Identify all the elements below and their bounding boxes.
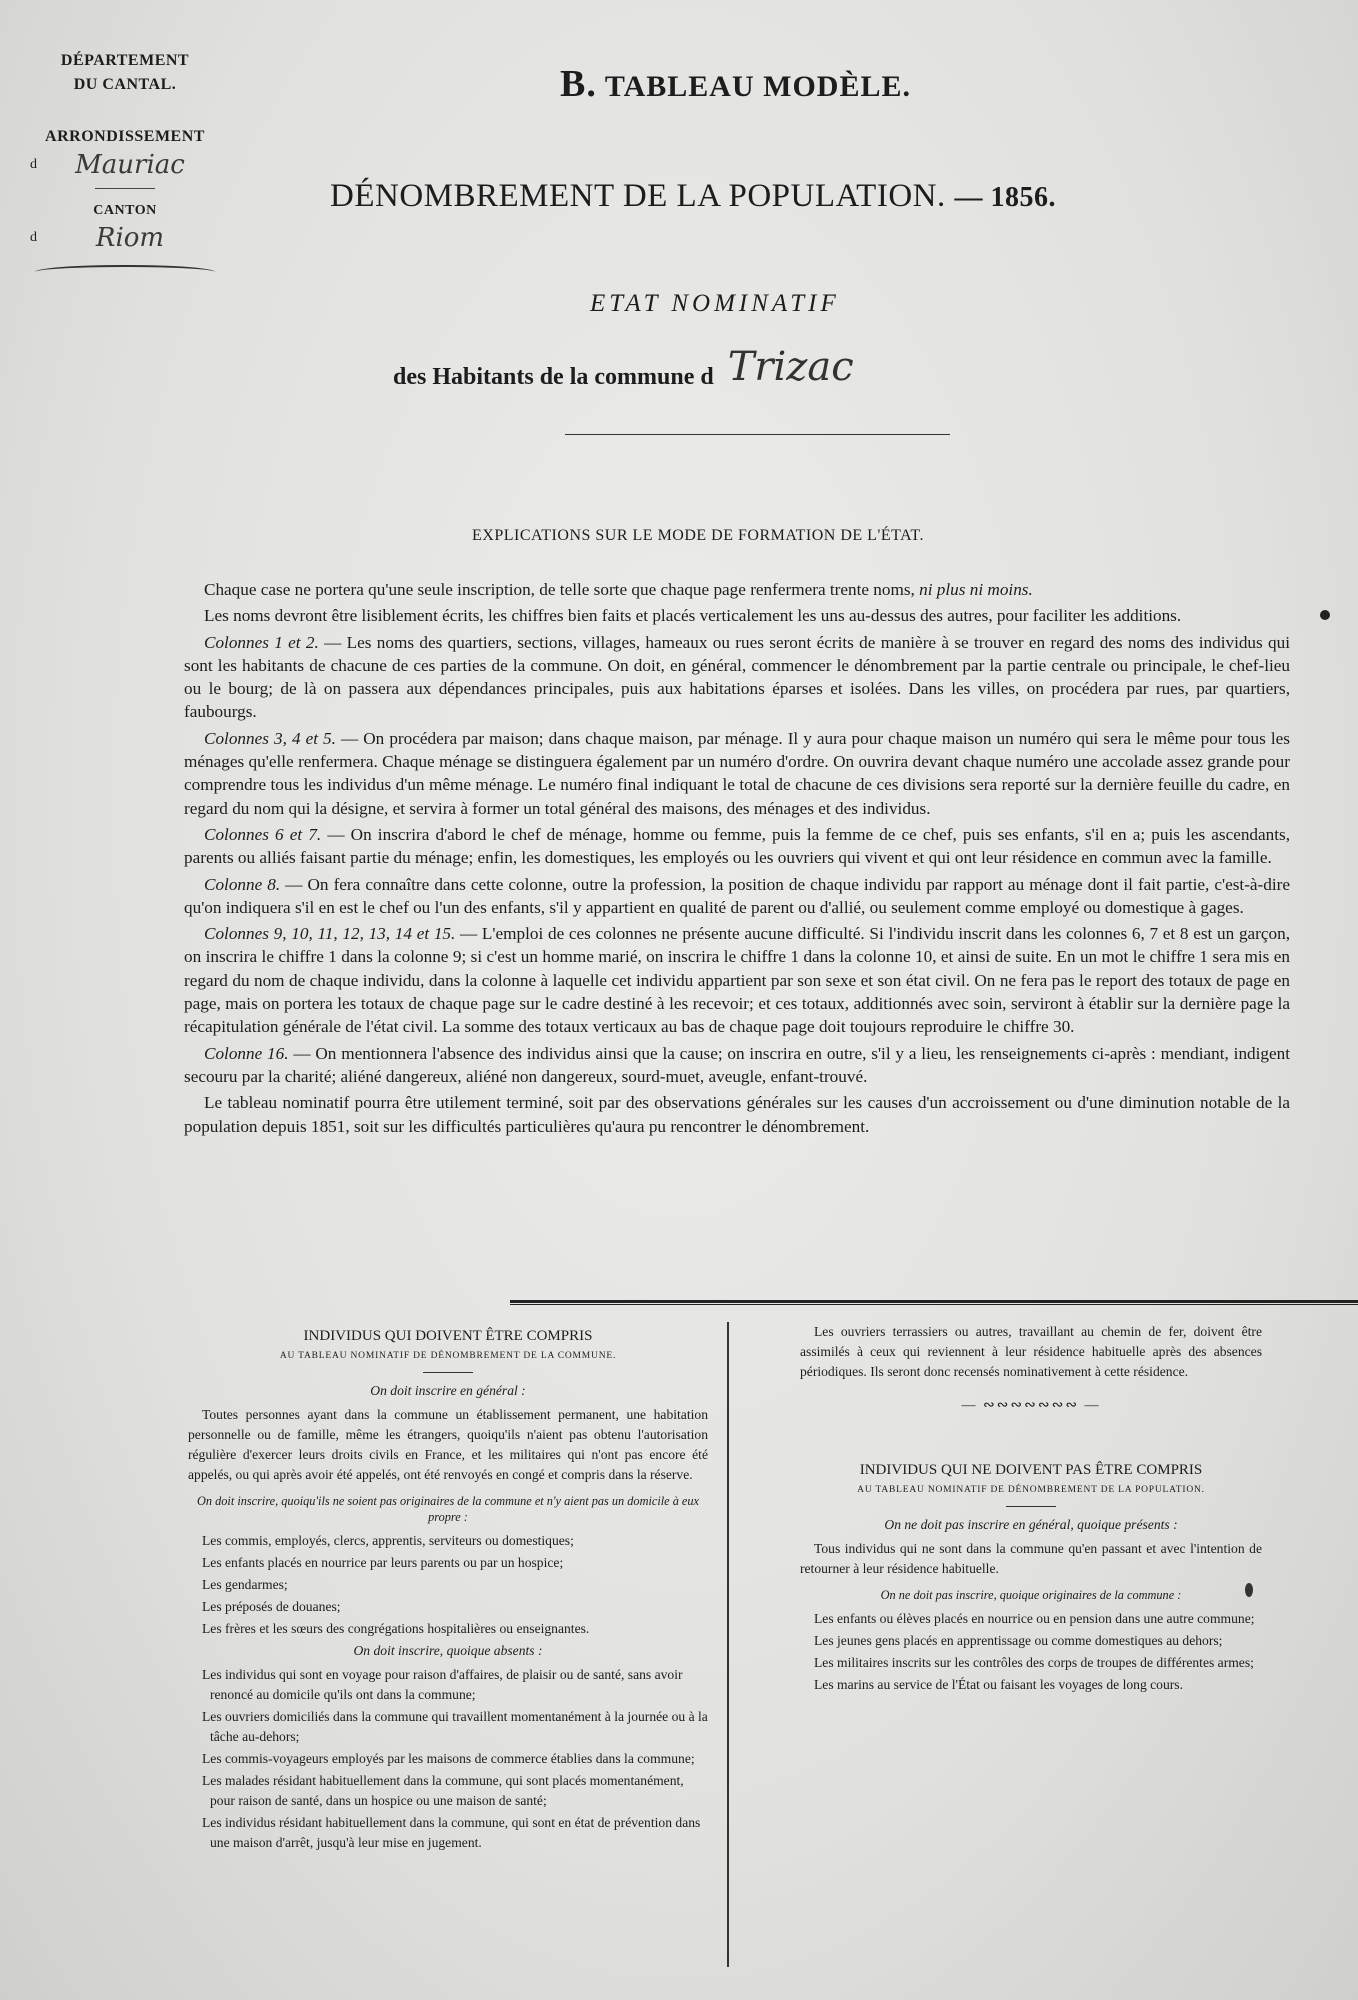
paragraph — [184, 823, 1290, 870]
paragraph-text: — L'emploi de ces colonnes ne présente aucune difficulté. Si l'individu inscrit dans les colonnes 6, 7 et 8 est un garçon, on inscrira le chiffre 1 dans la colonne 9; si c'est un homme marié, on inscrira le chiffre 1 dans la colonne 10, et ainsi de suite. En un mot le chiffre 1 sera mis en regard du nom de chaque individu, dans la colonne à laquelle cet individu appartient par son sexe et son état civil. On ne fera pas le report des totaux de page en page, mais on portera les totaux de chaque page sur le cadre destiné à les recevoir; et ces totaux, additionnés avec soin, serviront à établir sur la dernière page la récapitulation générale de l'état civil. La somme des totaux verticaux au bas de chaque page doit toujours reproduire le chiffre 30. — [184, 924, 1291, 1037]
list-item: Les gendarmes; — [202, 1577, 288, 1592]
paragraph-label: Colonne 16. — [204, 1043, 289, 1063]
tableau-modele-text: TABLEAU MODÈLE. — [604, 70, 911, 103]
paragraph — [184, 922, 1290, 1038]
right-subheading: AU TABLEAU NOMINATIF DE DÉNOMBREMENT DE LA POPULATION. — [857, 1485, 1205, 1495]
ornament-divider: — ∾∾∾∾∾∾∾ — — [961, 1398, 1101, 1413]
left-subheading: AU TABLEAU NOMINATIF DE DÉNOMBREMENT DE LA COMMUNE. — [279, 1351, 617, 1361]
left-absent-list — [188, 1665, 708, 1853]
paragraph-label: Colonnes 3, 4 et 5. — [204, 728, 336, 748]
explications-body — [184, 578, 1290, 1141]
commune-bold: Habitants — [432, 364, 534, 390]
tableau-modele-title — [560, 62, 911, 106]
paragraph — [184, 727, 1290, 820]
paragraph — [184, 631, 1290, 724]
divider — [95, 188, 155, 189]
right-general-heading: On ne doit pas inscrire en général, quoique présents : — [884, 1517, 1178, 1532]
right-intro: Les ouvriers terrassiers ou autres, travaillant au chemin de fer, doivent être assimilés à ceux qui reviennent à leur résidence habituelle après des absences périodiques. Ils seront donc recensés nominativement à cette résidence. — [800, 1324, 1262, 1379]
paragraph-label: Colonnes 6 et 7. — [204, 824, 322, 844]
list-item: Les enfants ou élèves placés en nourrice ou en pension dans une autre commune; — [814, 1611, 1255, 1626]
column-divider — [727, 1322, 729, 1967]
left-absent-heading: On doit inscrire, quoique absents : — [353, 1643, 543, 1658]
list-item: Les commis, employés, clercs, apprentis, serviteurs ou domestiques; — [202, 1533, 574, 1548]
left-heading: INDIVIDUS QUI DOIVENT ÊTRE COMPRIS — [303, 1328, 593, 1344]
list-item: Les frères et les sœurs des congrégations hospitalières ou enseignantes. — [202, 1621, 590, 1636]
title-year: — 1856. — [954, 182, 1056, 213]
canton-prefix: d — [30, 230, 37, 245]
list-item: Les commis-voyageurs employés par les maisons de commerce établies dans la commune; — [202, 1751, 695, 1766]
list-item: Les individus résidant habituellement dans la commune, qui sont en état de prévention dans une maison d'arrêt, jusqu'à leur mise en jugement. — [202, 1815, 701, 1850]
section-divider — [510, 1300, 1358, 1305]
paragraph-text: — On inscrira d'abord le chef de ménage, homme ou femme, puis la femme de ce chef, puis ses enfants, s'il en a; puis les ascendants, parents ou alliés faisant partie du ménage; enfin, les domestiques, les employés ou les ouvriers qui vivent et qui ont leur résidence en commun avec la famille. — [184, 824, 1291, 868]
commune-prefix: des — [393, 364, 427, 390]
paragraph-label: Colonne 8. — [204, 874, 281, 894]
departement-label: DÉPARTEMENT — [60, 52, 190, 69]
paragraph-text: — Les noms des quartiers, sections, villages, hameaux ou rues seront écrits de manière à se trouver en regard des noms des individus qui sont les habitants de chacune de ces parties de la commune. On doit, en général, commencer le dénombrement par la partie centrale ou principale, le chef-lieu ou le bourg; de là on passera aux dépendances principales, puis aux habitations éparses et isolées. Dans les villes, on procédera par rues, par quartiers, faubourgs. — [184, 632, 1291, 722]
list-item: Les marins au service de l'État ou faisant les voyages de long cours. — [814, 1677, 1183, 1692]
divider — [1006, 1506, 1056, 1507]
paragraph-text: Chaque case ne portera qu'une seule inscription, de telle sorte que chaque page renfermera trente noms, — [204, 580, 915, 599]
commune-handwritten: Trizac — [727, 344, 854, 390]
explications-title: EXPLICATIONS SUR LE MODE DE FORMATION DE L'ÉTAT. — [472, 527, 924, 544]
paragraph: Le tableau nominatif pourra être utilement terminé, soit par des observations générales sur les causes d'un accroissement ou d'une diminution notable de la population depuis 1851, soit sur les difficultés particulières qu'aura pu rencontrer le dénombrement. — [184, 1093, 1290, 1136]
list-item: Les enfants placés en nourrice par leurs parents ou par un hospice; — [202, 1555, 564, 1570]
paragraph-label: Colonnes 1 et 2. — [204, 632, 319, 652]
paragraph-text: — On procédera par maison; dans chaque maison, par ménage. Il y aura pour chaque maison un numéro qui sera le même pour tous les ménages qu'elle renfermera. Chaque ménage se distinguera également par un numéro d'ordre. On ouvrira devant chaque numéro une accolade assez grande pour comprendre tous les individus d'un même ménage. Le numéro final indiquant le total de chacune de ces divisions sera reporté sur la dernière feuille du cadre, en regard du nom qui la désigne, et servira à former un total général des maisons, des ménages et des individus. — [184, 728, 1290, 818]
paragraph-label: Colonnes 9, 10, 11, 12, 13, 14 et 15. — [204, 924, 456, 944]
left-general-heading: On doit inscrire en général : — [370, 1383, 526, 1398]
paragraph-italic: ni plus ni moins. — [919, 580, 1033, 599]
arrondissement-label: ARRONDISSEMENT — [45, 128, 205, 145]
arrondissement-prefix: d — [30, 157, 37, 172]
paragraph — [184, 873, 1290, 920]
right-heading: INDIVIDUS QUI NE DOIVENT PAS ÊTRE COMPRIS — [859, 1462, 1203, 1478]
arrondissement-handwritten: Mauriac — [75, 150, 185, 180]
canton-label: CANTON — [93, 203, 157, 218]
ink-spot — [1320, 610, 1330, 620]
paragraph-text: — On mentionnera l'absence des individus ainsi que la cause; on inscrira en outre, s'il y a lieu, les renseignements ci-après : mendiant, indigent secouru par la charité; aliéné dangereux, aliéné non dangereux, sourd-muet, aveugle, enfant-trouvé. — [184, 1043, 1290, 1086]
commune-rest: de la commune d — [539, 364, 714, 390]
b-letter: B. — [560, 63, 597, 105]
right-column — [800, 1322, 1262, 1697]
paragraph: Les noms devront être lisiblement écrits, les chiffres bien faits et placés verticalement les uns au-dessus des autres, pour faciliter les additions. — [204, 606, 1182, 626]
left-origin-heading: On doit inscrire, quoiqu'ils ne soient pas originaires de la commune et n'y aient pas un domicile à eux propre : — [197, 1494, 699, 1524]
paragraph-text: — On fera connaître dans cette colonne, outre la profession, la position de chaque individu par rapport au ménage dont il fait partie, c'est-à-dire qu'on indiquera s'il en est le chef ou l'un des enfants, s'il y appartient en qualité de parent ou d'allié, ou seulement comme employé ou domestique à gages. — [184, 874, 1291, 917]
list-item: Les jeunes gens placés en apprentissage ou comme domestiques au dehors; — [814, 1633, 1223, 1648]
right-origin-list — [800, 1609, 1262, 1695]
right-origin-heading: On ne doit pas inscrire, quoique originaires de la commune : — [880, 1588, 1182, 1602]
commune-line — [393, 344, 854, 394]
page-title — [330, 178, 1056, 215]
etat-nominatif-title: ETAT NOMINATIF — [590, 290, 840, 317]
left-general-text: Toutes personnes ayant dans la commune un établissement permanent, une habitation personnelle ou de famille, même les étrangers, quoiqu'ils n'aient pas obtenu l'autorisation régulière d'exercer leurs droits civils en France, et les militaires qui n'ont pas encore été appelés, ou qui après avoir été appelés, ont été renvoyés en congé et compris dans la réserve. — [188, 1407, 708, 1482]
list-item: Les malades résidant habituellement dans la commune, qui sont placés momentanément, pour raison de santé, dans un hospice ou une maison de santé; — [202, 1773, 684, 1808]
departement-value: DU CANTAL. — [73, 76, 177, 93]
page-title-text: DÉNOMBREMENT DE LA POPULATION. — [330, 178, 946, 214]
canton-handwritten: Riom — [95, 223, 165, 253]
flourish — [35, 265, 215, 279]
canton-row — [30, 219, 220, 257]
divider — [423, 1372, 473, 1373]
list-item: Les ouvriers domiciliés dans la commune qui travaillent momentanément à la journée ou à la tâche au-dehors; — [202, 1709, 708, 1744]
paragraph — [184, 578, 1290, 601]
title-divider — [565, 434, 950, 435]
list-item: Les militaires inscrits sur les contrôles des corps de troupes de différentes armes; — [814, 1655, 1254, 1670]
list-item: Les individus qui sont en voyage pour raison d'affaires, de plaisir ou de santé, sans avoir renoncé au domicile qu'ils ont dans la commune; — [202, 1667, 683, 1702]
arrondissement-row — [30, 146, 220, 184]
list-item: Les préposés de douanes; — [202, 1599, 341, 1614]
header-left — [30, 52, 220, 279]
left-origin-list — [188, 1531, 708, 1639]
right-general-text: Tous individus qui ne sont dans la commune qu'en passant et avec l'intention de retourner à leur résidence habituelle. — [800, 1541, 1262, 1576]
paragraph — [184, 1042, 1290, 1089]
left-column — [188, 1320, 708, 1855]
